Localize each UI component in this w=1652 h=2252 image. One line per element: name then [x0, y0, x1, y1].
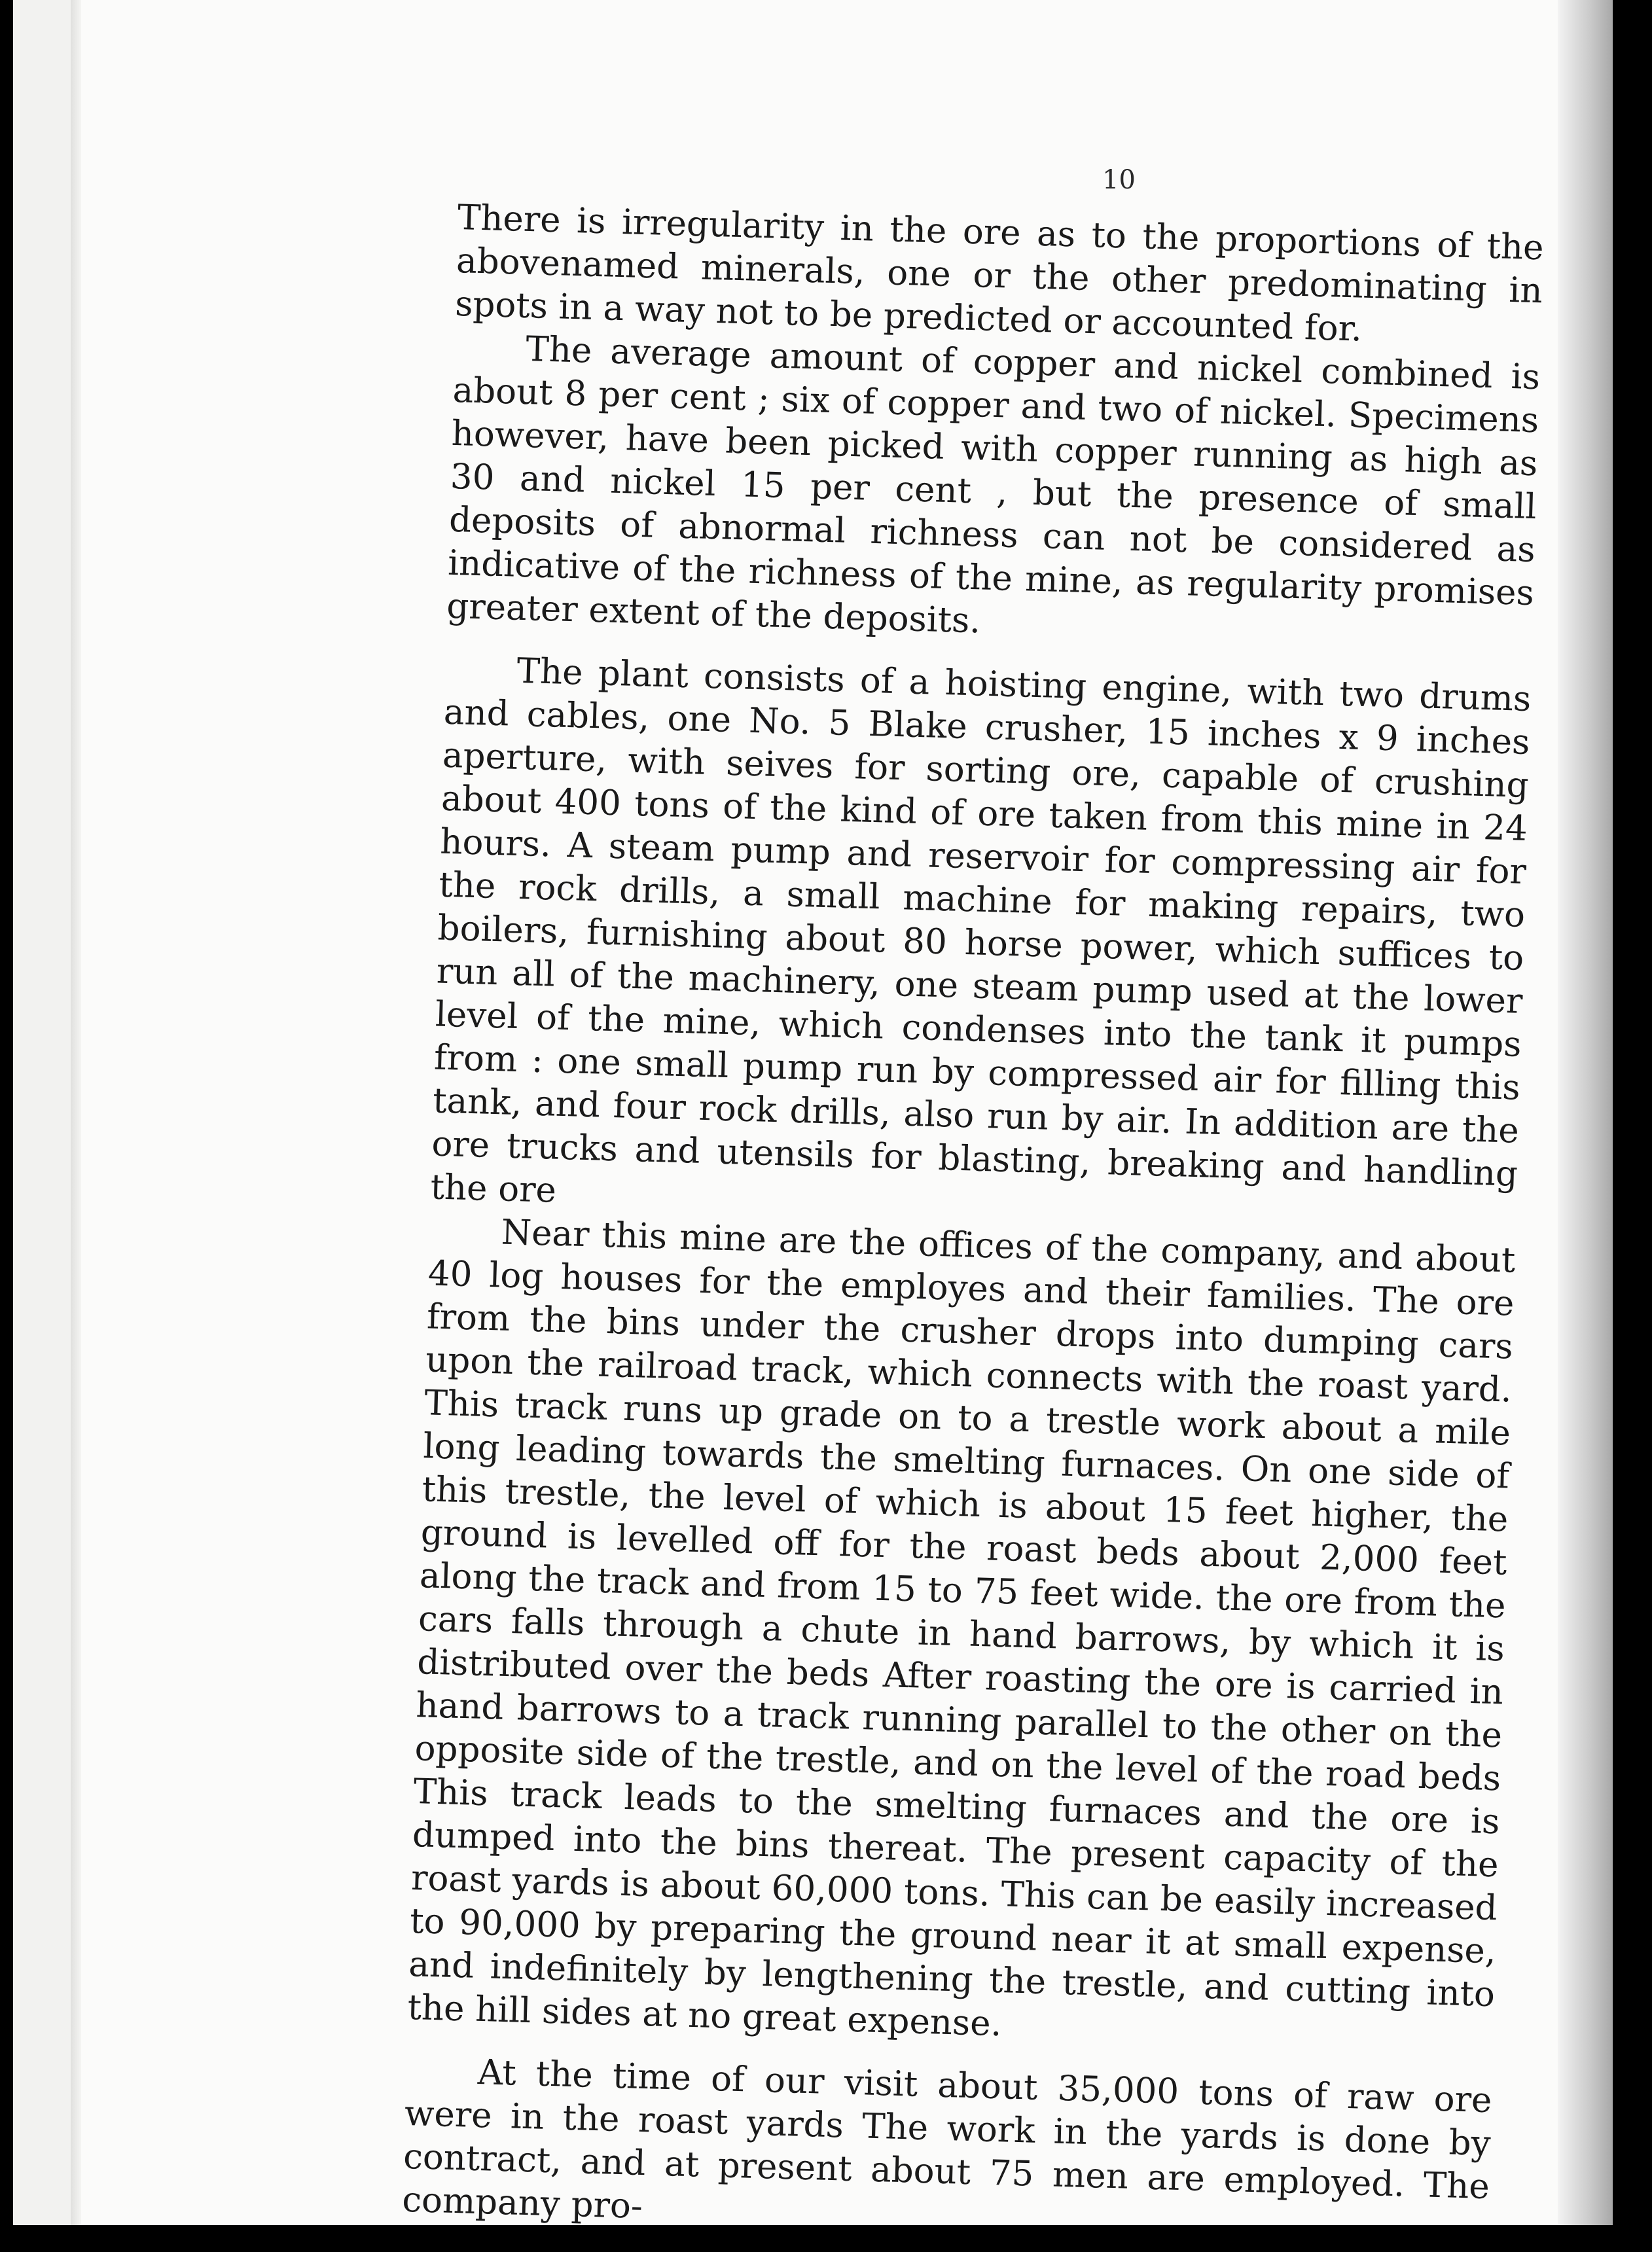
body-text [401, 196, 1545, 2227]
page-number: 10 [1102, 165, 1136, 195]
binding-shadow [1558, 0, 1613, 2225]
paragraph: At the time of our visit about 35,000 tons of raw ore were in the roast yards The work in the yards is done by contract, and at present about 75 men are employed. The company pro- [401, 2052, 1493, 2227]
paragraph: The plant consists of a hoisting engine, with two drums and cables, one No. 5 Blake crusher, 15 inches x 9 inches aperture, with seives for sorting ore, capable of crushing about 400 tons of the kind of ore taken from this mine in 24 hours. A steam pump and reservoir for compressing air for the rock drills, a small machine for making repairs, two boilers, furnishing about 80 horse power, which suffices to run all of the machinery, one steam pump used at the lower level of the mine, which condenses into the tank it pumps from : one small pump run by compressed air for filling this tank, and four rock drills, also run by air. In addition are the ore trucks and utensils for blasting, breaking and handling the ore [429, 651, 1532, 1211]
paragraph: There is irregularity in the ore as to the proportions of the abovenamed minerals, one or the other predominating in spots in a way not to be predicted or accounted for. [454, 197, 1545, 349]
paragraph: Near this mine are the offices of the company, and about 40 log houses for the employes and their families. The ore from the bins under the crusher drops into dumping cars upon the railroad track, which connects with the roast yard. This track runs up grade on to a trestle work about a mile long leading towards the smelting furnaces. On one side of this trestle, the level of which is about 15 feet higher, the ground is levelled off for the roast beds about 2,000 feet along the track and from 15 to 75 feet wide. the ore from the cars falls through a chute in hand barrows, by which it is distributed over the beds After roasting the ore is carried in hand barrows to a track running parallel to the other on the opposite side of the trestle, and on the level of the road beds This track leads to the smelting furnaces and the ore is dumped into the bins thereat. The present capacity of the roast yards is about 60,000 tons. This can be easily increased to 90,000 by preparing the ground near it at small expense, and indefinitely by lengthening the trestle, and cutting into the hill sides at no great expense. [406, 1212, 1517, 2045]
page-edge [71, 0, 81, 2225]
paragraph: The average amount of copper and nickel combined is about 8 per cent ; six of copper and two of nickel. Specimens however, have been picked with copper running as high as 30 and nickel 15 per cent , but the presence of small deposits of abnormal richness can not be considered as indicative of the richness of the mine, as regularity promises greater extent of the deposits. [446, 329, 1541, 641]
